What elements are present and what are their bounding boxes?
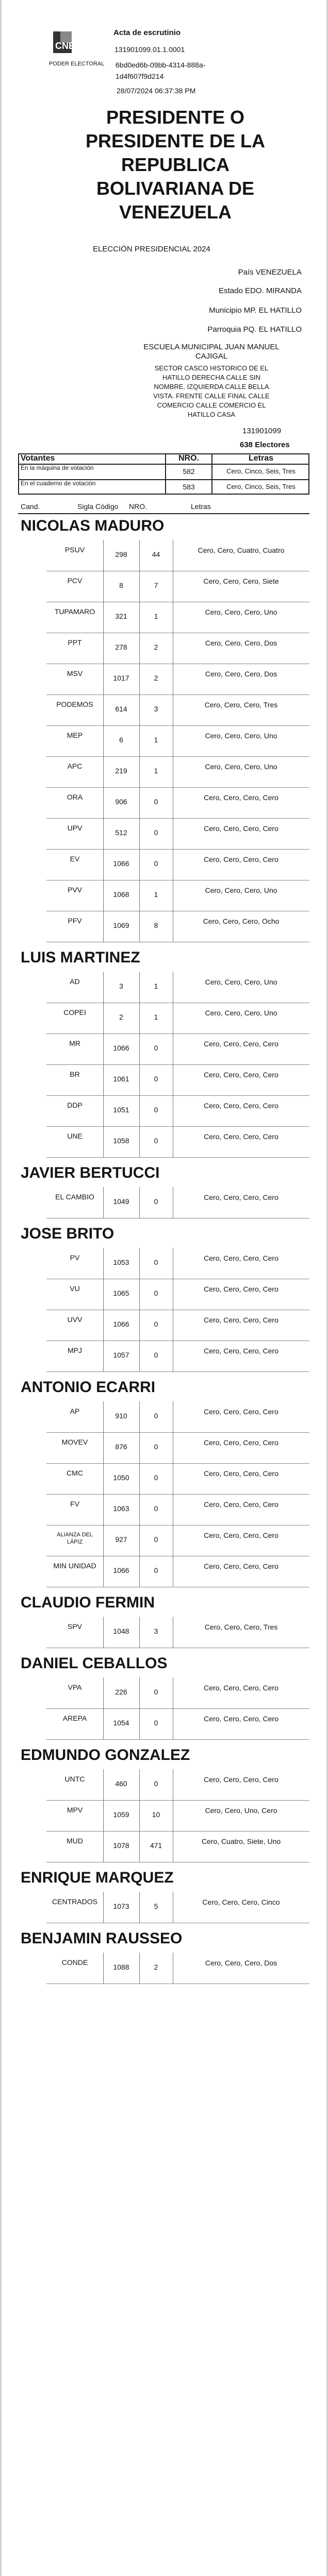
party-sigla: PODEMOS	[56, 700, 93, 708]
party-votes-words: Cero, Cero, Cero, Cero	[204, 1101, 278, 1110]
candidate-name-4: ANTONIO ECARRI	[21, 1379, 156, 1396]
party-col-line	[103, 1892, 104, 1923]
party-votes: 3	[154, 705, 158, 713]
party-votes-words: Cero, Cero, Cero, Cero	[204, 1562, 278, 1570]
address-line6: HATILLO CASA	[187, 411, 236, 418]
party-col-line	[139, 1892, 140, 1923]
party-row-line	[46, 849, 309, 850]
party-votes-words: Cero, Cero, Cuatro, Cuatro	[198, 546, 285, 554]
party-code: 1050	[113, 1473, 129, 1482]
party-code: 614	[115, 705, 127, 713]
party-votes: 0	[154, 1320, 158, 1328]
party-votes: 0	[154, 1289, 158, 1297]
party-sigla: PPT	[68, 638, 82, 647]
party-sigla: UPV	[67, 824, 83, 832]
party-votes-words: Cero, Cero, Cero, Cero	[204, 1254, 278, 1262]
party-row-line	[46, 1831, 309, 1832]
party-row-line	[46, 787, 309, 788]
party-votes: 1	[154, 612, 158, 620]
party-row-line	[46, 756, 309, 757]
party-votes-words: Cero, Cero, Cero, Cero	[204, 1531, 278, 1539]
party-sigla: PCV	[67, 577, 83, 585]
party-votes-words: Cero, Cero, Cero, Cero	[204, 1316, 278, 1324]
party-col-line	[139, 1187, 140, 1218]
party-votes: 0	[154, 1504, 158, 1513]
party-code: 1054	[113, 1719, 129, 1727]
party-votes-words: Cero, Cero, Cero, Cero	[204, 1071, 278, 1079]
party-votes: 471	[150, 1841, 162, 1850]
party-code: 1088	[113, 1963, 129, 1971]
party-col-line	[139, 1677, 140, 1739]
party-sigla: VPA	[68, 1683, 82, 1691]
party-col-line	[103, 1401, 104, 1587]
party-sigla: AREPA	[62, 1714, 87, 1722]
party-code: 1066	[113, 859, 129, 868]
party-votes: 2	[154, 643, 158, 651]
columns-header-line	[18, 513, 309, 514]
party-votes-words: Cero, Cero, Cero, Uno	[205, 608, 277, 616]
title-line2: PRESIDENTE DE LA	[85, 130, 266, 151]
votantes-nro-header: NRO.	[178, 454, 199, 463]
party-row-line	[46, 1525, 309, 1526]
title-line5: VENEZUELA	[119, 201, 232, 223]
party-votes-words: Cero, Cero, Cero, Uno	[205, 886, 277, 894]
party-code: 1066	[113, 1566, 129, 1574]
party-code: 1059	[113, 1810, 129, 1819]
party-col-line	[103, 1187, 104, 1218]
party-sigla: ORA	[67, 793, 83, 801]
candidate-name-6: DANIEL CEBALLOS	[21, 1655, 168, 1672]
votantes-row1-number: 582	[183, 467, 195, 476]
acta-title: Acta de escrutinio	[113, 28, 181, 37]
party-sigla: PFV	[68, 917, 82, 925]
party-votes-words: Cero, Cero, Cero, Tres	[204, 701, 278, 709]
party-votes: 7	[154, 581, 158, 589]
candidate-name-0: NICOLAS MADURO	[21, 517, 165, 534]
party-code: 910	[115, 1412, 127, 1420]
party-col-line	[139, 1401, 140, 1587]
party-row-line	[46, 818, 309, 819]
party-sigla: EL CAMBIO	[55, 1193, 94, 1201]
title-line4: BOLIVARIANA DE	[96, 178, 254, 199]
party-votes: 0	[154, 828, 158, 837]
party-row-line	[46, 1739, 309, 1740]
party-code: 321	[115, 612, 127, 620]
party-code: 927	[115, 1535, 127, 1544]
country-line: País VENEZUELA	[238, 268, 302, 277]
party-votes-words: Cero, Cero, Cero, Cero	[204, 793, 278, 802]
party-sigla: SPV	[67, 1622, 82, 1631]
party-sigla: MPV	[67, 1806, 83, 1814]
party-votes: 0	[154, 1106, 158, 1114]
party-sigla: CMC	[67, 1469, 83, 1477]
party-row-line	[46, 1033, 309, 1034]
candidate-name-1: LUIS MARTINEZ	[21, 949, 140, 966]
party-code: 298	[115, 550, 127, 558]
acta-hash-line1: 6bd0ed6b-09bb-4314-888a-	[116, 61, 206, 69]
party-sigla: CONDE	[61, 1958, 88, 1967]
party-row-line	[46, 1095, 309, 1096]
scan-left-edge	[0, 0, 2, 2576]
votantes-row1-words: Cero, Cinco, Seis, Tres	[226, 467, 296, 475]
party-sigla: APC	[67, 762, 83, 770]
party-row-line	[46, 1463, 309, 1464]
party-code: 2	[119, 1013, 123, 1021]
party-sigla: MPJ	[68, 1346, 82, 1354]
party-votes-words: Cero, Cero, Cero, Cero	[204, 824, 278, 833]
party-sigla: FV	[70, 1500, 79, 1508]
party-votes: 0	[154, 1351, 158, 1359]
votantes-row1-label: En la máquina de votación	[21, 464, 94, 471]
votantes-row2-number: 583	[183, 483, 195, 491]
title-line3: REPUBLICA	[121, 154, 229, 175]
school-line2: CAJIGAL	[195, 352, 228, 361]
party-col-line	[103, 1248, 104, 1371]
party-sigla: TUPAMARO	[54, 607, 95, 616]
party-votes: 2	[154, 674, 158, 682]
party-votes-words: Cero, Cero, Cero, Cero	[204, 1715, 278, 1723]
party-code: 1066	[113, 1044, 129, 1052]
party-votes: 0	[154, 1137, 158, 1145]
party-row-line	[46, 1800, 309, 1801]
party-votes-words: Cero, Cero, Uno, Cero	[205, 1806, 277, 1815]
party-code: 512	[115, 828, 127, 837]
party-sigla: BR	[70, 1070, 80, 1078]
party-votes: 0	[154, 1535, 158, 1544]
party-col-line	[139, 1248, 140, 1371]
party-code: 1068	[113, 890, 129, 899]
party-col-line	[139, 1769, 140, 1862]
election-name: ELECCIÓN PRESIDENCIAL 2024	[93, 245, 210, 253]
party-sigla: CENTRADOS	[52, 1897, 97, 1906]
party-code: 1051	[113, 1106, 129, 1114]
party-sigla: COPEI	[63, 1008, 86, 1016]
party-votes-words: Cero, Cero, Cero, Uno	[205, 762, 277, 771]
party-votes: 44	[152, 550, 160, 558]
party-row-line	[46, 1064, 309, 1065]
party-votes: 1	[154, 1013, 158, 1021]
party-sigla: MSV	[67, 669, 83, 677]
logo-caption: PODER ELECTORAL	[49, 61, 105, 67]
party-votes-words: Cero, Cero, Cero, Cinco	[202, 1898, 280, 1906]
party-code: 219	[115, 767, 127, 775]
party-votes-words: Cero, Cero, Cero, Dos	[205, 639, 277, 647]
party-code: 1057	[113, 1351, 129, 1359]
party-row-line	[46, 1494, 309, 1495]
center-code: 131901099	[242, 427, 282, 435]
party-votes: 0	[154, 1688, 158, 1696]
acta-hash-line2: 1d4f607f9d214	[116, 72, 164, 80]
party-votes-words: Cero, Cero, Cero, Cero	[204, 1285, 278, 1293]
party-votes-words: Cero, Cero, Cero, Cero	[204, 1469, 278, 1478]
party-row-line	[46, 725, 309, 726]
party-votes-words: Cero, Cero, Cero, Cero	[204, 1347, 278, 1355]
party-col-line	[103, 540, 104, 942]
party-sigla: UNTC	[64, 1775, 85, 1783]
party-code: 6	[119, 736, 123, 744]
party-votes: 0	[154, 798, 158, 806]
party-row-line	[46, 694, 309, 695]
party-votes-words: Cero, Cero, Cero, Ocho	[203, 917, 280, 925]
party-votes: 3	[154, 1627, 158, 1635]
column-header-sigla: Sigla Código	[77, 502, 119, 511]
party-votes: 0	[154, 1780, 158, 1788]
column-header-letras: Letras	[191, 502, 211, 511]
party-votes: 0	[154, 1258, 158, 1266]
votantes-letras-header: Letras	[248, 454, 274, 463]
party-votes-words: Cero, Cero, Cero, Siete	[203, 577, 279, 585]
column-header-cand: Cand.	[21, 502, 40, 511]
party-sigla: PSUV	[64, 546, 85, 554]
party-votes-words: Cero, Cero, Cero, Uno	[205, 1009, 277, 1017]
party-code: 906	[115, 798, 127, 806]
party-votes-words: Cero, Cero, Cero, Tres	[204, 1623, 278, 1631]
party-votes-words: Cero, Cero, Cero, Uno	[205, 978, 277, 986]
party-code: 1078	[113, 1841, 129, 1850]
party-sigla: DDP	[67, 1101, 83, 1109]
municipality-line: Municipio MP. EL HATILLO	[209, 306, 302, 315]
party-sigla: MOVEV	[61, 1438, 88, 1446]
address-line2: HATILLO DERECHA CALLE SIN	[162, 374, 260, 381]
party-col-line	[103, 1769, 104, 1862]
party-code: 1017	[113, 674, 129, 682]
party-votes: 8	[154, 921, 158, 929]
party-col-line	[139, 540, 140, 942]
address-line1: SECTOR CASCO HISTORICO DE EL	[154, 364, 269, 372]
party-code: 226	[115, 1688, 127, 1696]
party-col-line	[103, 1617, 104, 1648]
party-code: 1053	[113, 1258, 129, 1266]
party-votes-words: Cero, Cuatro, Siete, Uno	[201, 1837, 281, 1845]
party-sigla: ALIANZA DEL LÁPIZ	[57, 1532, 93, 1545]
party-votes-words: Cero, Cero, Cero, Cero	[204, 855, 278, 863]
party-votes: 1	[154, 736, 158, 744]
party-votes: 1	[154, 767, 158, 775]
party-votes-words: Cero, Cero, Cero, Dos	[205, 670, 277, 678]
school-line1: ESCUELA MUNICIPAL JUAN MANUEL	[143, 343, 280, 351]
party-code: 1048	[113, 1627, 129, 1635]
candidate-name-5: CLAUDIO FERMIN	[21, 1594, 155, 1611]
party-code: 278	[115, 643, 127, 651]
party-sigla: AD	[70, 977, 80, 986]
candidate-name-8: ENRIQUE MARQUEZ	[21, 1869, 174, 1886]
votantes-row2-label: En el cuaderno de votación	[21, 480, 96, 487]
party-votes-words: Cero, Cero, Cero, Cero	[204, 1775, 278, 1784]
party-sigla: EV	[70, 855, 80, 863]
party-code: 1049	[113, 1197, 129, 1206]
party-votes: 0	[154, 1044, 158, 1052]
acta-number: 131901099.01.1.0001	[114, 45, 185, 54]
party-votes: 0	[154, 1566, 158, 1574]
party-votes-words: Cero, Cero, Cero, Cero	[204, 1408, 278, 1416]
party-votes-words: Cero, Cero, Cero, Uno	[205, 732, 277, 740]
party-code: 1058	[113, 1137, 129, 1145]
address-line5: COMERCIO CALLE COMERCIO EL	[157, 401, 266, 409]
party-votes-words: Cero, Cero, Cero, Dos	[205, 1959, 277, 1967]
candidate-name-2: JAVIER BERTUCCI	[21, 1164, 160, 1181]
party-votes: 0	[154, 1473, 158, 1482]
party-code: 1069	[113, 921, 129, 929]
party-sigla: MEP	[67, 731, 83, 739]
party-code: 1061	[113, 1075, 129, 1083]
party-votes: 2	[154, 1963, 158, 1971]
party-votes-words: Cero, Cero, Cero, Cero	[204, 1132, 278, 1141]
electors-count: 638 Electores	[240, 440, 290, 449]
party-votes: 0	[154, 1412, 158, 1420]
party-sigla: MR	[69, 1039, 80, 1047]
party-col-line	[103, 972, 104, 1157]
party-code: 1065	[113, 1289, 129, 1297]
votantes-row2-words: Cero, Cinco, Seis, Tres	[226, 483, 296, 490]
party-row-line	[46, 1157, 309, 1158]
party-code: 3	[119, 982, 123, 990]
party-code: 1066	[113, 1320, 129, 1328]
party-votes: 0	[154, 1719, 158, 1727]
party-votes: 0	[154, 1075, 158, 1083]
candidate-name-7: EDMUNDO GONZALEZ	[21, 1747, 190, 1764]
column-header-nro: NRO.	[129, 502, 147, 511]
party-sigla: MIN UNIDAD	[53, 1562, 96, 1570]
votantes-header: Votantes	[21, 454, 55, 463]
svg-text:CNE: CNE	[55, 41, 75, 51]
party-votes: 1	[154, 890, 158, 899]
party-col-line	[103, 1953, 104, 1984]
acta-datetime: 28/07/2024 06:37:38 PM	[117, 87, 196, 95]
party-sigla: AP	[70, 1407, 80, 1415]
party-votes-words: Cero, Cero, Cero, Cero	[204, 1500, 278, 1509]
party-code: 1073	[113, 1902, 129, 1910]
party-sigla: MUD	[67, 1837, 83, 1845]
party-votes-words: Cero, Cero, Cero, Cero	[204, 1438, 278, 1447]
party-votes-words: Cero, Cero, Cero, Cero	[204, 1040, 278, 1048]
party-col-line	[139, 1617, 140, 1648]
candidate-name-9: BENJAMIN RAUSSEO	[21, 1930, 183, 1947]
party-row-line	[46, 1432, 309, 1433]
state-line: Estado EDO. MIRANDA	[219, 286, 302, 295]
party-col-line	[103, 1677, 104, 1739]
party-row-line	[46, 1126, 309, 1127]
party-votes: 0	[154, 1197, 158, 1206]
party-sigla: VU	[70, 1284, 80, 1293]
address-line4: VISTA. FRENTE CALLE FINAL CALLE	[153, 392, 270, 400]
party-votes: 10	[152, 1810, 160, 1819]
party-row-line	[46, 1371, 309, 1372]
party-row-line	[46, 1708, 309, 1709]
party-votes: 0	[154, 1443, 158, 1451]
address-line3: NOMBRE. IZQUIERDA CALLE BELLA	[154, 383, 269, 391]
party-code: 876	[115, 1443, 127, 1451]
title-line1: PRESIDENTE O	[106, 107, 245, 128]
party-votes-words: Cero, Cero, Cero, Cero	[204, 1193, 278, 1201]
party-sigla: UVV	[67, 1315, 83, 1324]
party-sigla: PVV	[67, 886, 82, 894]
party-code: 460	[115, 1780, 127, 1788]
party-votes-words: Cero, Cero, Cero, Cero	[204, 1684, 278, 1692]
party-code: 8	[119, 581, 123, 589]
candidate-name-3: JOSE BRITO	[21, 1225, 114, 1242]
party-sigla: UNE	[67, 1132, 83, 1140]
parish-line: Parroquia PQ. EL HATILLO	[207, 325, 302, 334]
party-col-line	[139, 972, 140, 1157]
party-votes: 0	[154, 859, 158, 868]
party-votes: 1	[154, 982, 158, 990]
party-sigla: PV	[70, 1253, 80, 1262]
party-col-line	[139, 1953, 140, 1984]
party-votes: 5	[154, 1902, 158, 1910]
party-code: 1063	[113, 1504, 129, 1513]
